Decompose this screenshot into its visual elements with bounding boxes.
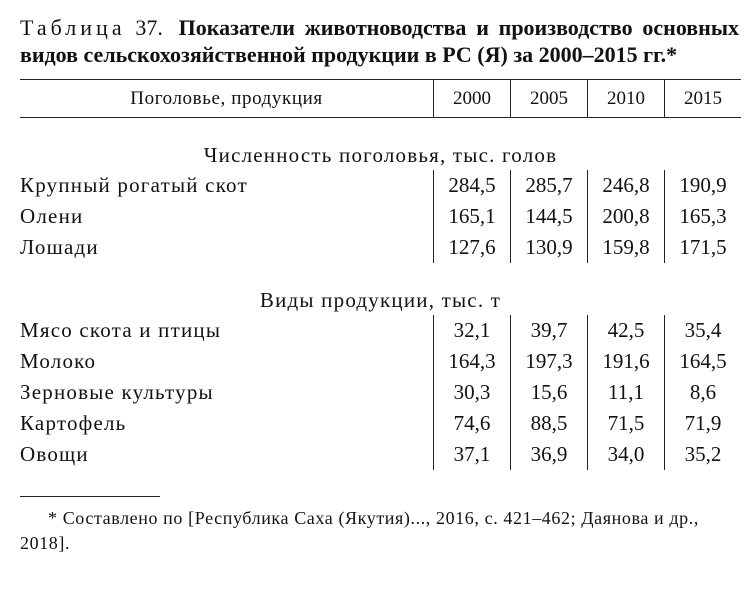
cell-2010: 191,6 [588, 346, 665, 377]
table-row [20, 439, 741, 470]
caption-number: 37. [135, 15, 163, 40]
cell-2015: 165,3 [679, 204, 727, 228]
row-name: Молоко [20, 346, 434, 377]
cell-2015: 171,5 [679, 235, 727, 259]
row-name: Зерновые культуры [20, 377, 434, 408]
row-name: Лошади [20, 232, 434, 263]
cell-2000: 37,1 [434, 439, 511, 470]
cell-2005: 285,7 [511, 170, 588, 201]
cell-2000: 127,6 [434, 232, 511, 263]
table-row [20, 232, 741, 263]
row-name: Олени [20, 201, 434, 232]
cell-2015: 35,2 [684, 442, 722, 466]
cell-2015: 164,5 [679, 349, 727, 373]
cell-2015: 35,4 [684, 318, 722, 342]
cell-2010: 11,1 [588, 377, 665, 408]
cell-2000: 284,5 [434, 170, 511, 201]
table-row [20, 408, 741, 439]
cell-2010: 246,8 [588, 170, 665, 201]
cell-2000: 32,1 [434, 315, 511, 346]
cell-2015: 8,6 [689, 380, 717, 404]
header-year-2000: 2000 [434, 80, 511, 118]
cell-2005: 15,6 [511, 377, 588, 408]
section-title: Численность поголовья, тыс. голов [203, 143, 558, 167]
caption-label: Таблица [20, 15, 126, 40]
section-title: Виды продукции, тыс. т [259, 288, 502, 312]
cell-2010: 200,8 [588, 201, 665, 232]
header-year-2010: 2010 [588, 80, 665, 118]
cell-2010: 42,5 [588, 315, 665, 346]
cell-2015: 71,9 [684, 411, 722, 435]
table-row [20, 315, 741, 346]
cell-2000: 74,6 [434, 408, 511, 439]
cell-2010: 71,5 [588, 408, 665, 439]
row-name: Овощи [20, 439, 434, 470]
row-name: Картофель [20, 408, 434, 439]
footnote-divider [20, 496, 160, 497]
section-header-livestock [20, 118, 741, 171]
section-header-products [20, 263, 741, 315]
cell-2005: 88,5 [511, 408, 588, 439]
caption-title: Показатели животноводства и производство основных видов сельскохозяйственной продукции в РС (Я) за 2000–2015 гг.* [20, 15, 740, 67]
table-caption [20, 14, 739, 68]
cell-2015: 190,9 [679, 173, 727, 197]
statistics-table [20, 79, 741, 470]
footnote: * Составлено по [Республика Саха (Якутия)..., 2016, с. 421–462; Даянова и др., 2018]. [20, 508, 699, 553]
cell-2010: 34,0 [588, 439, 665, 470]
table-header-row [20, 80, 741, 118]
table-row [20, 346, 741, 377]
header-year-2005: 2005 [511, 80, 588, 118]
table-row [20, 170, 741, 201]
row-name: Крупный рогатый скот [20, 170, 434, 201]
cell-2005: 197,3 [511, 346, 588, 377]
cell-2005: 36,9 [511, 439, 588, 470]
header-year-2015: 2015 [665, 80, 742, 118]
cell-2005: 144,5 [511, 201, 588, 232]
header-param: Поголовье, продукция [20, 80, 434, 118]
table-row [20, 377, 741, 408]
cell-2005: 130,9 [511, 232, 588, 263]
cell-2000: 164,3 [434, 346, 511, 377]
cell-2005: 39,7 [511, 315, 588, 346]
row-name: Мясо скота и птицы [20, 315, 434, 346]
table-row [20, 201, 741, 232]
cell-2000: 30,3 [434, 377, 511, 408]
cell-2000: 165,1 [434, 201, 511, 232]
cell-2010: 159,8 [588, 232, 665, 263]
